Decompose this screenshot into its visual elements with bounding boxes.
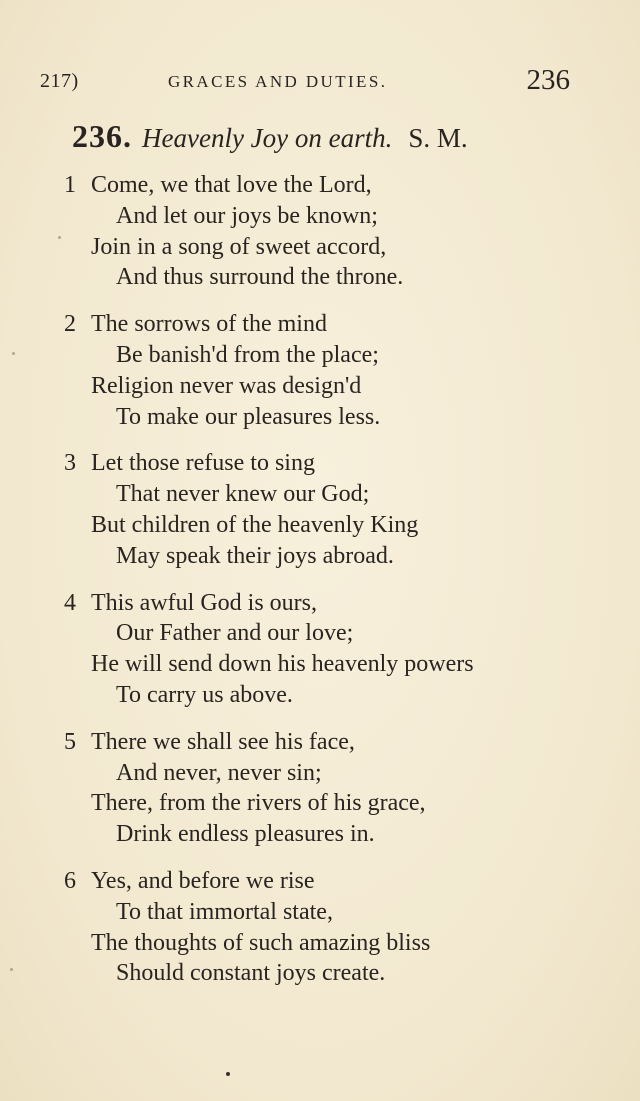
hymn-title: Heavenly Joy on earth. bbox=[142, 123, 393, 153]
stanza-number: 2 bbox=[64, 311, 76, 338]
stanza-number: 6 bbox=[64, 867, 76, 894]
verse-line: Let those refuse to sing bbox=[91, 450, 315, 477]
stanza bbox=[64, 309, 624, 432]
verse-line: To that immortal state, bbox=[116, 898, 333, 925]
verse-line: And never, never sin; bbox=[116, 759, 322, 786]
verse-line: Our Father and our love; bbox=[116, 620, 354, 647]
verse-line: May speak their joys abroad. bbox=[116, 542, 394, 569]
verse-line: Religion never was design'd bbox=[91, 372, 362, 399]
verse-line: The sorrows of the mind bbox=[91, 311, 327, 338]
stanza bbox=[64, 170, 624, 293]
stanza-number: 4 bbox=[64, 589, 76, 616]
stanza bbox=[64, 727, 624, 850]
paper-fleck bbox=[10, 968, 13, 971]
verse-line: He will send down his heavenly powers bbox=[91, 651, 474, 678]
verse-line: Drink endless pleasures in. bbox=[116, 821, 375, 848]
stanza-number: 3 bbox=[64, 450, 76, 477]
verse-line: There we shall see his face, bbox=[91, 728, 355, 755]
hymn-text bbox=[64, 170, 624, 1005]
verse-line: The thoughts of such amazing bliss bbox=[91, 929, 431, 956]
running-head-left: 217) bbox=[40, 70, 79, 92]
paper-fleck bbox=[58, 236, 61, 239]
page-number: 236 bbox=[526, 64, 570, 96]
hymn-number: 236. bbox=[72, 118, 132, 154]
paper-fleck bbox=[12, 352, 15, 355]
stanza bbox=[64, 866, 624, 989]
verse-line: To make our pleasures less. bbox=[116, 403, 381, 430]
verse-line: This awful God is ours, bbox=[91, 589, 317, 616]
hymn-meter: S. M. bbox=[408, 123, 468, 153]
stanza-number: 1 bbox=[64, 172, 76, 198]
verse-line: That never knew our God; bbox=[116, 481, 370, 508]
stanza bbox=[64, 448, 624, 571]
verse-line: Come, we that love the Lord, bbox=[91, 172, 372, 198]
verse-line: Yes, and before we rise bbox=[91, 867, 315, 894]
printer-mark bbox=[226, 1072, 230, 1076]
verse-line: And thus surround the throne. bbox=[116, 264, 404, 291]
verse-line: Join in a song of sweet accord, bbox=[91, 233, 387, 260]
verse-line: Should constant joys create. bbox=[116, 960, 386, 987]
verse-line: There, from the rivers of his grace, bbox=[91, 790, 426, 817]
stanza-number: 5 bbox=[64, 728, 76, 755]
verse-line: But children of the heavenly King bbox=[91, 511, 419, 538]
hymn-heading bbox=[72, 118, 612, 155]
verse-line: To carry us above. bbox=[116, 681, 293, 708]
running-head-section-title: GRACES AND DUTIES. bbox=[168, 72, 388, 91]
stanza bbox=[64, 588, 624, 711]
running-head bbox=[40, 64, 570, 98]
verse-line: Be banish'd from the place; bbox=[116, 341, 379, 368]
verse-line: And let our joys be known; bbox=[116, 202, 378, 229]
